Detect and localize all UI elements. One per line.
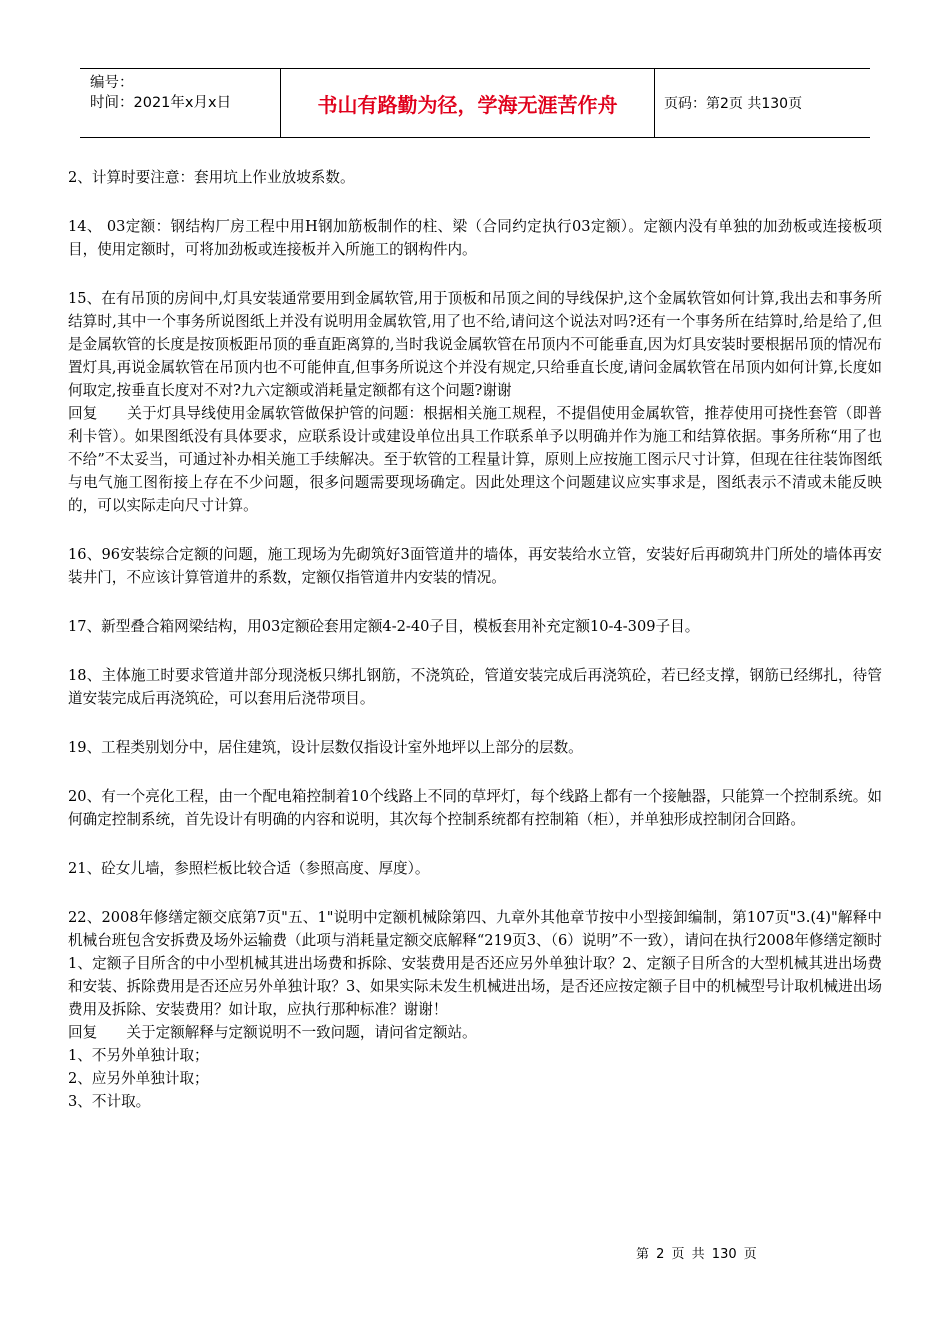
paragraph-item-19: 19、工程类别划分中，居住建筑，设计层数仅指设计室外地坪以上部分的层数。 <box>68 739 583 756</box>
paragraph-item-20: 20、有一个亮化工程，由一个配电箱控制着10个线路上不同的草坪灯，每个线路上都有一个接触器，只能算一个控制系统。如何确定控制系统，首先设计有明确的内容和说明，其次每个控制系统都有控制箱（柜），并单独形成控制闭合回路。 <box>68 788 882 828</box>
paragraph-item-17: 17、新型叠合箱网梁结构，用03定额砼套用定额4-2-40子目，模板套用补充定额10-4-309子目。 <box>68 618 700 635</box>
document-body <box>68 166 882 1113</box>
reply-paragraph-15: 回复 关于灯具导线使用金属软管做保护管的问题：根据相关施工规程，不提倡使用金属软管，推荐使用可挠性套管（即普利卡管）。如果图纸没有具体要求，应联系设计或建设单位出具工作联系单予以明确并作为施工和结算依据。事务所称“用了也不给”不太妥当，可通过补办相关施工手续解决。至于软管的工程量计算，原则上应按施工图示尺寸计算，但现在往往装饰图纸与电气施工图衔接上存在不少问题，很多问题需要现场确定。因此处理这个问题建议应实事求是，图纸表示不清或未能反映的，可以实际走向尺寸计算。 <box>68 405 882 514</box>
header-page-info: 页码：第2页 共130页 <box>664 96 803 112</box>
paragraph-item-21: 21、砼女儿墙，参照栏板比较合适（参照高度、厚度）。 <box>68 860 430 877</box>
reply-list-item-1: 1、不另外单独计取； <box>68 1047 209 1064</box>
paragraph-item-2: 2、计算时要注意：套用坑上作业放坡系数。 <box>68 169 355 186</box>
page-footer: 第 2 页 共 130 页 <box>636 1247 757 1262</box>
header-meta <box>80 69 281 137</box>
paragraph-item-22: 22、2008年修缮定额交底第7页"五、1"说明中定额机械除第四、九章外其他章节按中小型接卸编制，第107页"3.(4)"解释中机械台班包含安拆费及场外运输费（此项与消耗量定额交底解释“219页3、（6）说明”不一致），请问在执行2008年修缮定额时1、定额子目所含的中小型机械其进出场费和拆除、安装费用是否还应另外单独计取？2、定额子目所含的大型机械其进出场费和安装、拆除费用是否还应另外单独计取？3、如果实际未发生机械进出场，是否还应按定额子目中的机械型号计取机械进出场费用及拆除、安装费用？如计取，应执行那种标准？谢谢！ <box>68 909 882 1018</box>
reply-list-item-3: 3、不计取。 <box>68 1093 151 1110</box>
paragraph-item-14: 14、 03定额：钢结构厂房工程中用H钢加筋板制作的柱、梁（合同约定执行03定额）。定额内没有单独的加劲板或连接板项目，使用定额时，可将加劲板或连接板并入所施工的钢构件内。 <box>68 218 882 258</box>
time-label: 时间：2021年x月x日 <box>90 95 232 111</box>
reply-paragraph-22: 回复 关于定额解释与定额说明不一致问题，请问省定额站。 <box>68 1024 477 1041</box>
paragraph-item-16: 16、96安装综合定额的问题，施工现场为先砌筑好3面管道井的墙体，再安装给水立管，安装好后再砌筑井门所处的墙体再安装井门，不应该计算管道井的系数，定额仅指管道井内安装的情况。 <box>68 546 882 586</box>
header-motto: 书山有路勤为径，学海无涯苦作舟 <box>281 69 655 137</box>
page-header <box>80 68 870 138</box>
serial-label: 编号： <box>90 75 134 91</box>
paragraph-item-15: 15、在有吊顶的房间中,灯具安装通常要用到金属软管,用于顶板和吊顶之间的导线保护,这个金属软管如何计算,我出去和事务所结算时,其中一个事务所说图纸上并没有说明用金属软管,用了也不给,请问这个说法对吗?还有一个事务所在结算时,给是给了,但是金属软管的长度是按顶板距吊顶的垂直距离算的,当时我说金属软管在吊顶内不可能垂直,因为灯具安装时要根据吊顶的情况布置灯具,再说金属软管在吊顶内也不可能伸直,但事务所说这个并没有规定,只给垂直长度,请问金属软管在吊顶内如何计算,长度如何取定,按垂直长度对不对?九六定额或消耗量定额都有这个问题?谢谢 <box>68 290 882 399</box>
reply-list-item-2: 2、应另外单独计取； <box>68 1070 209 1087</box>
paragraph-item-18: 18、主体施工时要求管道井部分现浇板只绑扎钢筋，不浇筑砼，管道安装完成后再浇筑砼，若已经支撑，钢筋已经绑扎，待管道安装完成后再浇筑砼，可以套用后浇带项目。 <box>68 667 882 707</box>
